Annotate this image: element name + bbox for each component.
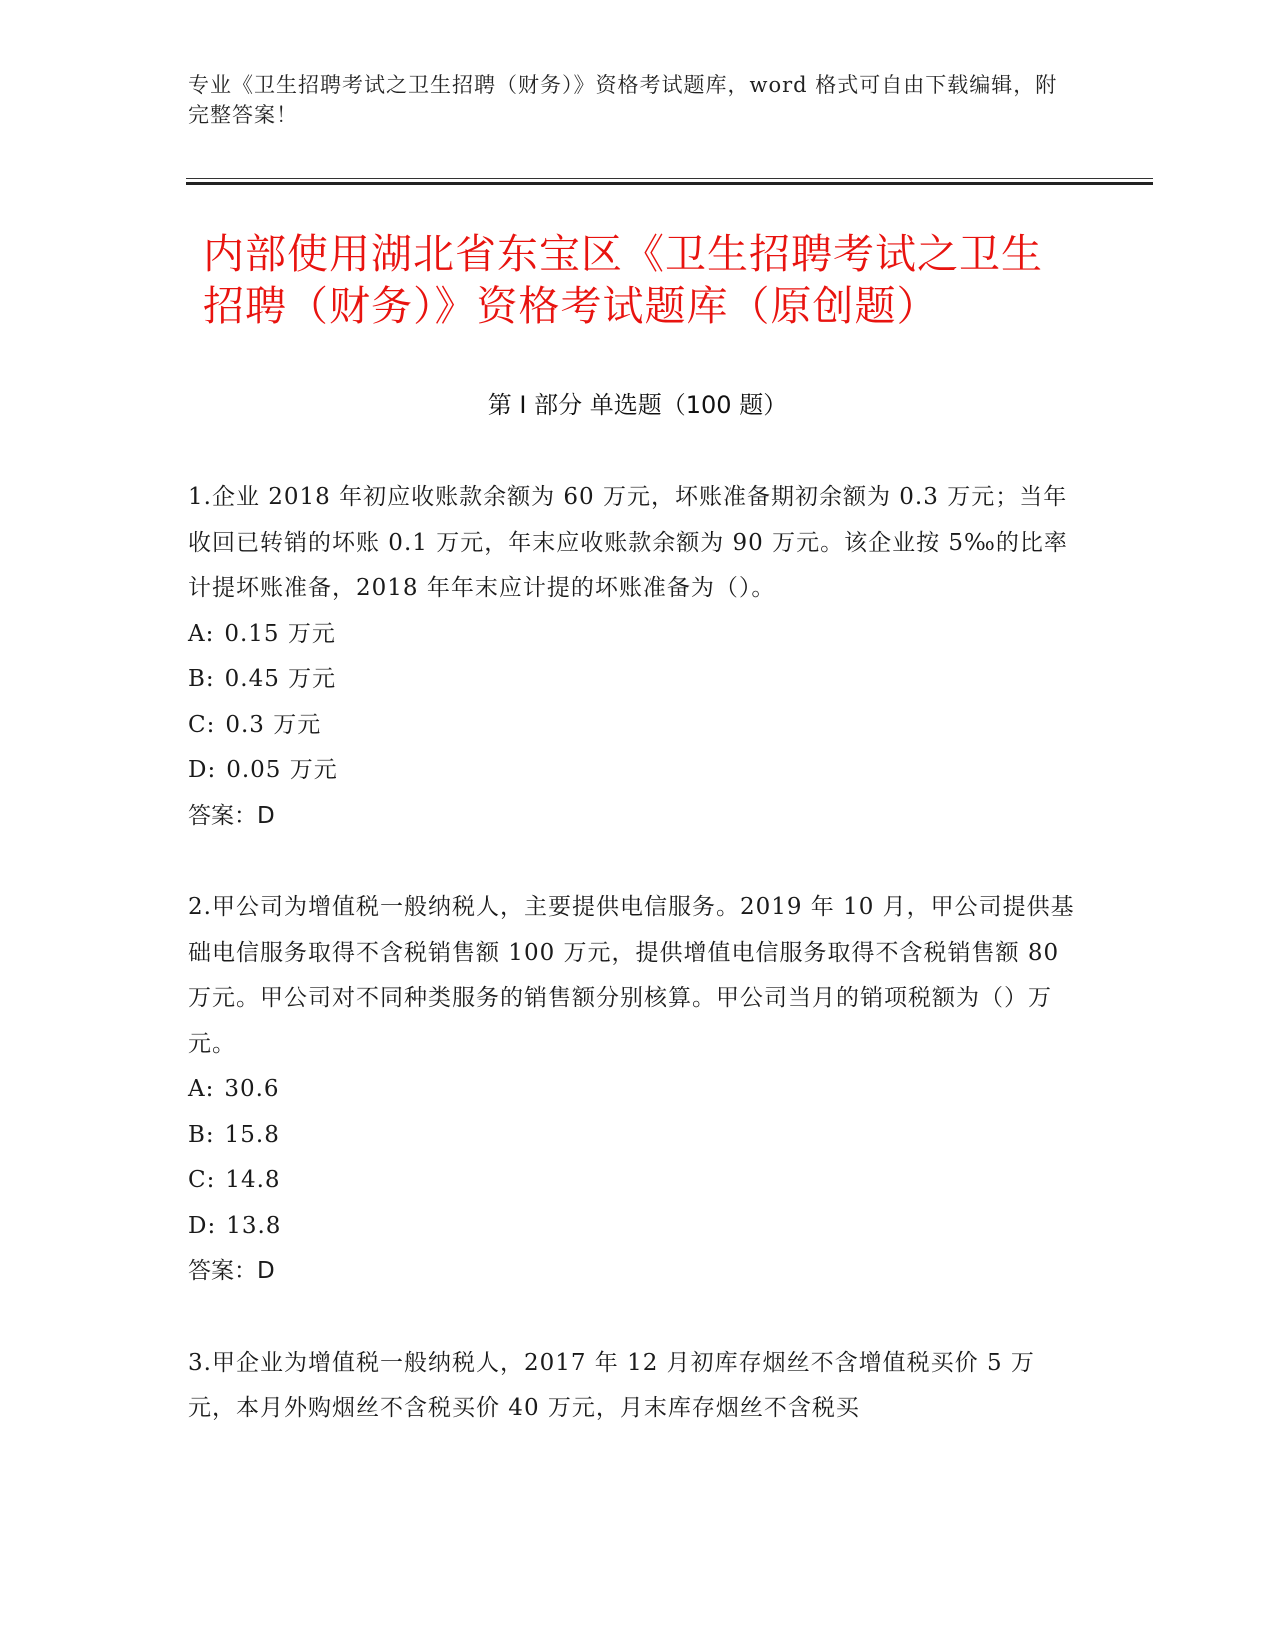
option-letter: A: [188,620,215,647]
answer-line [188,1249,1078,1295]
option-letter: B: [188,1121,215,1148]
header-note: 专业《卫生招聘考试之卫生招聘（财务）》资格考试题库，word 格式可自由下载编辑，附完整答案！ [188,73,1058,127]
option-c [188,703,1078,749]
question-stem: 2.甲公司为增值税一般纳税人，主要提供电信服务。2019 年 10 月，甲公司提供基础电信服务取得不含税销售额 100 万元，提供增值电信服务取得不含税销售额 80 万元。甲公司对不同种类服务的销售额分别核算。甲公司当月的销项税额为（）万元。 [188,894,1075,1057]
option-text: 0.15 万元 [224,620,336,647]
answer-label: 答案： [188,802,257,829]
option-letter: A: [188,1076,215,1102]
option-b [188,657,1078,703]
option-text: 0.3 万元 [225,711,322,738]
option-letter: D: [188,757,217,783]
answer-value: D [257,802,275,829]
option-letter: C: [188,1167,216,1193]
option-d [188,1204,1078,1250]
question-stem: 1.企业 2018 年初应收账款余额为 60 万元，坏账准备期初余额为 0.3 万元；当年收回已转销的坏账 0.1 万元，年末应收账款余额为 90 万元。该企业按 5‰的比率计提坏账准备，2018 年年末应计提的坏账准备为（）。 [188,484,1068,601]
header-divider-thick [186,182,1153,185]
answer-line [188,794,1078,840]
question-list [188,475,1078,1478]
question-2 [188,885,1078,1295]
option-text: 0.05 万元 [226,757,338,783]
option-a [188,1067,1078,1113]
option-b [188,1113,1078,1159]
option-letter: B: [188,666,215,692]
option-text: 0.45 万元 [224,666,337,692]
option-text: 30.6 [224,1076,280,1102]
question-stem: 3.甲企业为增值税一般纳税人，2017 年 12 月初库存烟丝不含增值税买价 5 万元，本月外购烟丝不含税买价 40 万元，月末库存烟丝不含税买 [188,1349,1035,1421]
answer-value: D [257,1258,275,1284]
option-text: 15.8 [224,1121,280,1148]
option-a [188,612,1078,658]
option-c [188,1158,1078,1204]
option-text: 13.8 [226,1212,282,1239]
option-text: 14.8 [225,1167,281,1193]
section-heading: 第 I 部分 单选题（100 题） [487,391,788,419]
document-title: 内部使用湖北省东宝区《卫生招聘考试之卫生招聘（财务）》资格考试题库（原创题） [203,230,1043,330]
header-divider-thin [186,178,1153,179]
option-letter: D: [188,1212,217,1239]
question-3 [188,1341,1078,1432]
answer-label: 答案： [188,1258,257,1284]
option-letter: C: [188,711,216,738]
option-d [188,748,1078,794]
question-1 [188,475,1078,839]
